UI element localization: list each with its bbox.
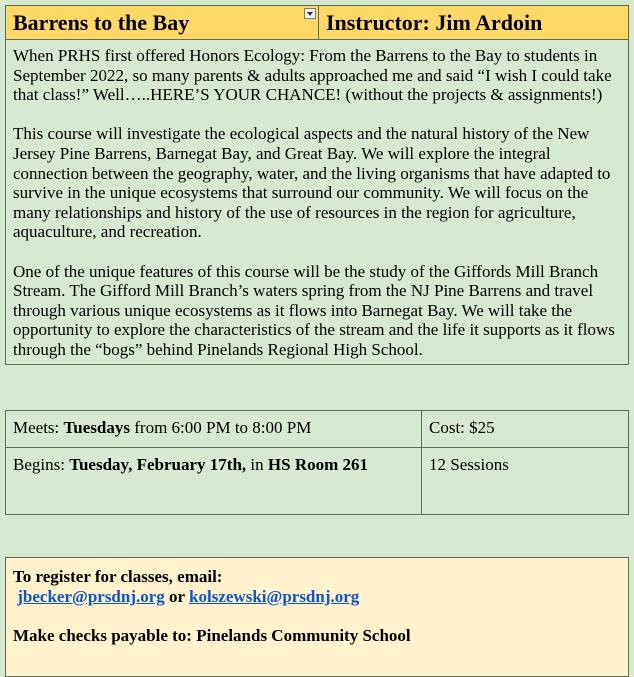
email-link-kolszewski[interactable]: kolszewski@prsdnj.org bbox=[189, 587, 360, 606]
meets-time: from 6:00 PM to 8:00 PM bbox=[130, 418, 312, 437]
meets-label: Meets: bbox=[13, 418, 64, 437]
header-row bbox=[6, 6, 629, 40]
begins-room: HS Room 261 bbox=[267, 455, 369, 474]
course-title: Barrens to the Bay bbox=[13, 10, 190, 35]
begins-label: Begins: bbox=[13, 455, 70, 474]
meets-day: Tuesdays bbox=[63, 418, 130, 437]
schedule-table bbox=[5, 410, 629, 515]
cost: Cost: $25 bbox=[429, 418, 495, 437]
description-row bbox=[6, 40, 629, 365]
course-flyer-table bbox=[5, 5, 629, 365]
registration-box bbox=[5, 557, 629, 677]
meets-row bbox=[6, 411, 629, 448]
course-title-cell bbox=[6, 6, 319, 40]
dropdown-arrow-icon[interactable] bbox=[304, 8, 316, 19]
sessions: 12 Sessions bbox=[429, 455, 509, 474]
register-emails bbox=[13, 587, 621, 607]
begins-cell bbox=[6, 448, 422, 515]
cost-cell bbox=[422, 411, 629, 448]
instructor-cell bbox=[319, 6, 629, 40]
course-description bbox=[6, 40, 628, 364]
description-cell bbox=[6, 40, 629, 365]
register-intro: To register for classes, email: bbox=[13, 567, 223, 586]
email-or: or bbox=[164, 587, 190, 606]
begins-row bbox=[6, 448, 629, 515]
meets-cell bbox=[6, 411, 422, 448]
begins-date: Tuesday, February 17th, bbox=[69, 455, 247, 474]
checks-payable: Make checks payable to: Pinelands Community School bbox=[13, 626, 411, 645]
spacer bbox=[13, 607, 621, 626]
begins-in: in bbox=[246, 455, 268, 474]
description-paragraph-1: When PRHS first offered Honors Ecology: From the Barrens to the Bay to students in September 2022, so many parents & adults approached me and said “I wish I could take that class!” Well…..HERE’S YOUR CHANCE! (without the projects & assignments!) bbox=[13, 46, 612, 105]
sessions-cell bbox=[422, 448, 629, 515]
email-link-jbecker[interactable]: jbecker@prsdnj.org bbox=[17, 587, 165, 606]
instructor-name: Instructor: Jim Ardoin bbox=[326, 10, 543, 35]
description-paragraph-2: This course will investigate the ecological aspects and the natural history of the New Jersey Pine Barrens, Barnegat Bay, and Great Bay. We will explore the integral connection between the geography, water, and the living organisms that have adapted to survive in the unique ecosystems that surround our community. We will focus on the many relationships and history of the use of resources in the region for agriculture, aquaculture, and recreation. bbox=[13, 124, 611, 242]
description-paragraph-3: One of the unique features of this course will be the study of the Giffords Mill Branch Stream. The Gifford Mill Branch’s waters spring from the NJ Pine Barrens and travel through various unique ecosystems as it flows into Barnegat Bay. We will take the opportunity to explore the characteristics of the stream and the life it supports as it flows through the “bogs” behind Pinelands Regional High School. bbox=[13, 261, 615, 359]
